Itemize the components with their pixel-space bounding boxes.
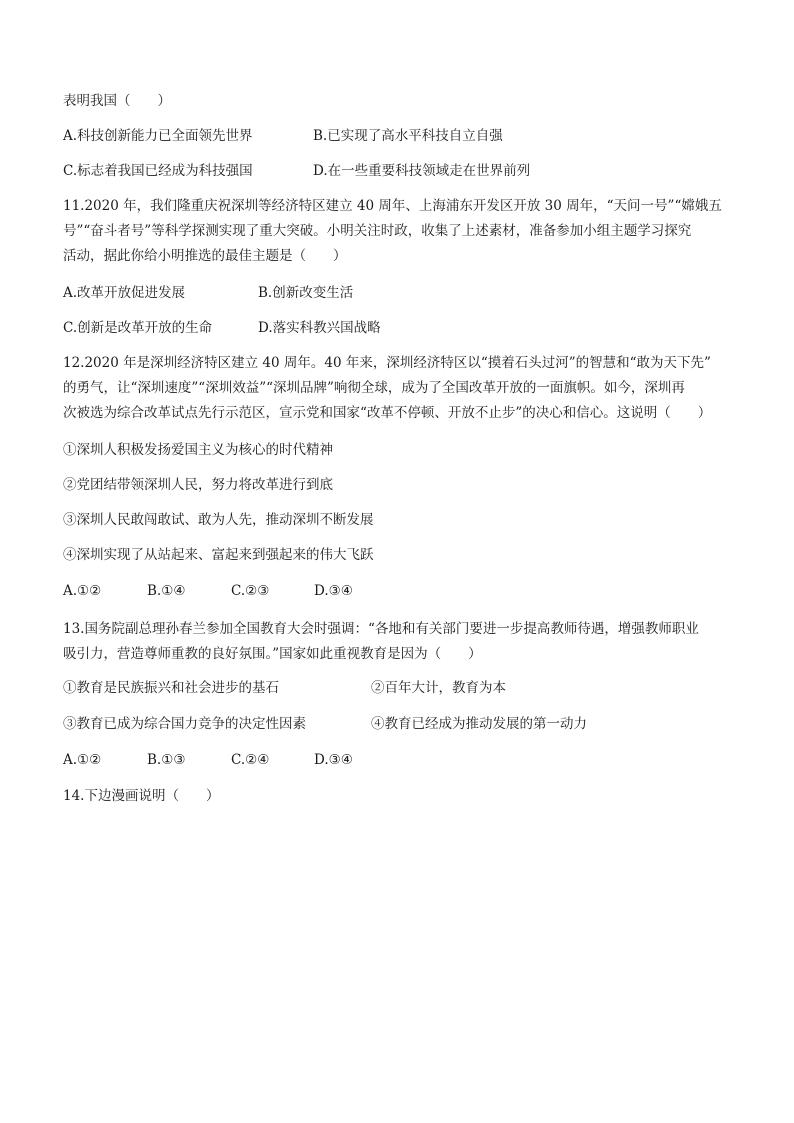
q11-option-d: D.落实科教兴国战略 [258, 320, 381, 336]
q12-statement-3: ③深圳人民敢闯敢试、敢为人先，推动深圳不断发展 [63, 512, 374, 528]
q13-statement-3: ③教育已成为综合国力竞争的决定性因素 [63, 716, 306, 732]
q12-statement-2: ②党团结带领深圳人民，努力将改革进行到底 [63, 477, 333, 493]
q12-option-b: B.①④ [147, 583, 186, 599]
q11-option-c: C.创新是改革开放的生命 [63, 320, 213, 336]
q13-stem-line-2: 吸引力，营造尊师重教的良好氛围。”国家如此重视教育是因为（ ） [63, 646, 482, 662]
q12-stem-line-3: 次被选为综合改革试点先行示范区，宣示党和国家“改革不停顿、开放不止步”的决心和信心。这说明（ ） [63, 405, 712, 421]
q10-option-c: C.标志着我国已经成为科技强国 [63, 163, 253, 179]
q14-stem: 14.下边漫画说明（ ） [63, 788, 220, 804]
q13-option-d: D.③④ [314, 752, 353, 768]
q11-option-b: B.创新改变生活 [258, 285, 354, 301]
q12-option-c: C.②③ [231, 583, 270, 599]
q12-option-a: A.①② [63, 583, 102, 599]
q10-option-a: A.科技创新能力已全面领先世界 [63, 128, 253, 144]
q13-stem-line-1: 13.国务院副总理孙春兰参加全国教育大会时强调：“各地和有关部门要进一步提高教师待遇，增强教师职业 [63, 621, 699, 637]
q13-option-c: C.②④ [231, 752, 270, 768]
q12-option-d: D.③④ [314, 583, 353, 599]
q13-option-a: A.①② [63, 752, 102, 768]
q12-statement-4: ④深圳实现了从站起来、富起来到强起来的伟大飞跃 [63, 547, 374, 563]
q11-option-a: A.改革开放促进发展 [63, 285, 186, 301]
q13-statement-4: ④教育已经成为推动发展的第一动力 [371, 716, 587, 732]
q12-stem-line-1: 12.2020 年是深圳经济特区建立 40 周年。40 年来，深圳经济特区以“摸着石头过河”的智慧和“敢为天下先” [63, 355, 711, 371]
q12-statement-1: ①深圳人积极发扬爱国主义为核心的时代精神 [63, 442, 333, 458]
q13-statement-1: ①教育是民族振兴和社会进步的基石 [63, 680, 279, 696]
q10-option-b: B.已实现了高水平科技自立自强 [313, 128, 503, 144]
q10-option-d: D.在一些重要科技领域走在世界前列 [313, 163, 531, 179]
q12-stem-line-2: 的勇气，让“深圳速度”“深圳效益”“深圳品牌”响彻全球，成为了全国改革开放的一面旗帜。如今，深圳再 [63, 380, 685, 396]
q10-stem-tail: 表明我国（ ） [63, 93, 171, 109]
q13-statement-2: ②百年大计，教育为本 [371, 680, 506, 696]
q11-stem-line-3: 活动，据此你给小明推选的最佳主题是（ ） [63, 248, 347, 264]
q11-stem-line-2: 号”“奋斗者号”等科学探测实现了重大突破。小明关注时政，收集了上述素材，准备参加小组主题学习探究 [63, 223, 692, 239]
q11-stem-line-1: 11.2020 年，我们隆重庆祝深圳等经济特区建立 40 周年、上海浦东开发区开放 30 周年，“天问一号”“嫦娥五 [63, 198, 722, 214]
q13-option-b: B.①③ [147, 752, 186, 768]
